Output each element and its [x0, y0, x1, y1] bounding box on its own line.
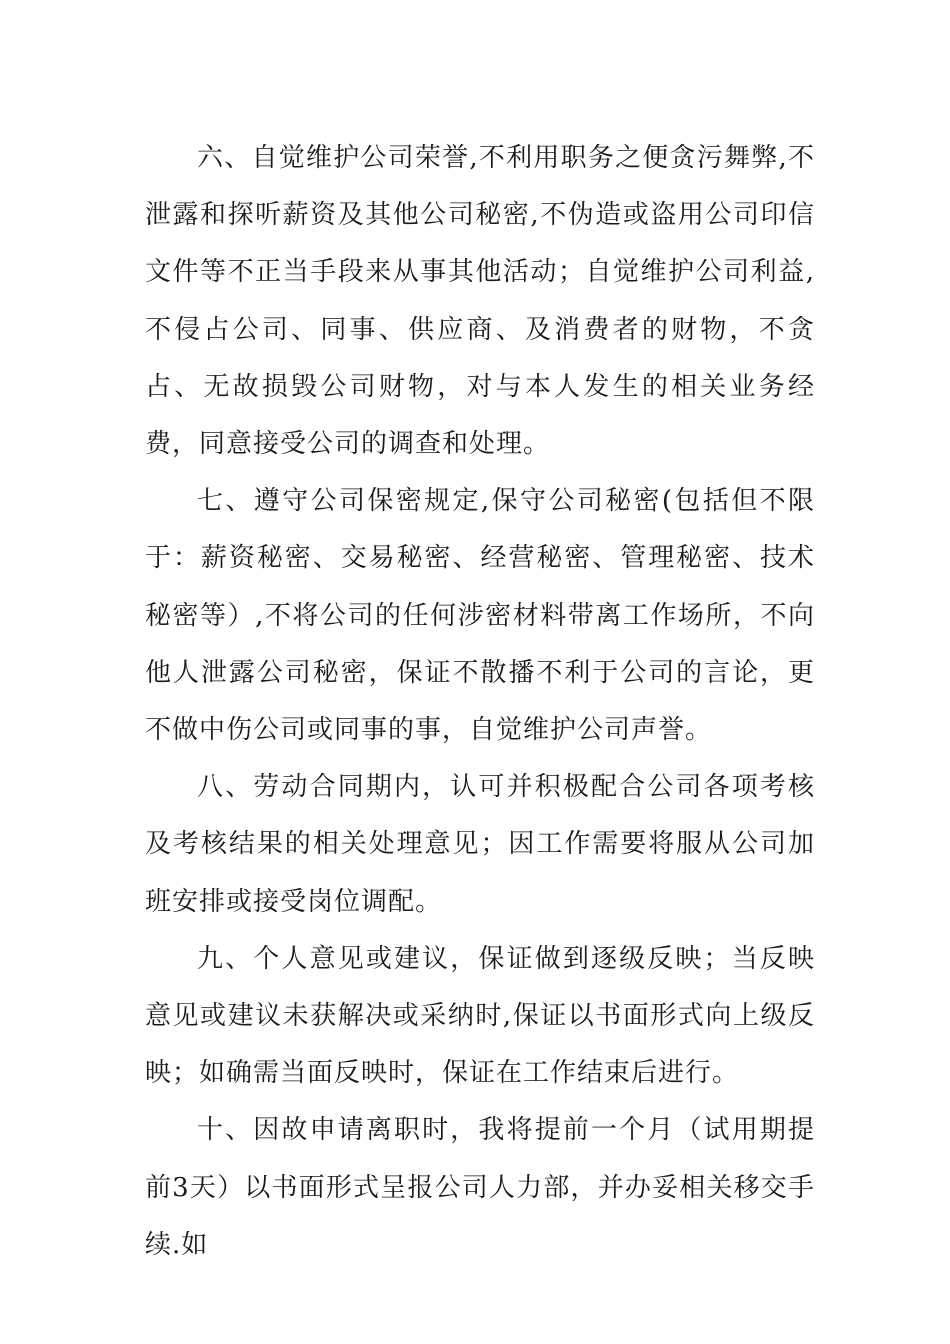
- paragraph-ten: 十、因故申请离职时，我将提前一个月（试用期提前3天）以书面形式呈报公司人力部，并办妥相关移交手续.如: [145, 1115, 815, 1260]
- paragraph-eight: 八、劳动合同期内，认可并积极配合公司各项考核及考核结果的相关处理意见；因工作需要将服从公司加班安排或接受岗位调配。: [145, 772, 815, 917]
- document-body: [145, 130, 815, 1274]
- paragraph-six: 六、自觉维护公司荣誉,不利用职务之便贪污舞弊,不泄露和探听薪资及其他公司秘密,不伪造或盗用公司印信文件等不正当手段来从事其他活动；自觉维护公司利益,不侵占公司、同事、供应商、及消费者的财物，不贪占、无故损毁公司财物，对与本人发生的相关业务经费，同意接受公司的调查和处理。: [145, 143, 815, 460]
- paragraph-seven: 七、遵守公司保密规定,保守公司秘密(包括但不限于：薪资秘密、交易秘密、经营秘密、管理秘密、技术秘密等）,不将公司的任何涉密材料带离工作场所，不向他人泄露公司秘密，保证不散播不利于公司的言论，更不做中伤公司或同事的事，自觉维护公司声誉。: [145, 486, 815, 746]
- paragraph-nine: 九、个人意见或建议，保证做到逐级反映；当反映意见或建议未获解决或采纳时,保证以书面形式向上级反映；如确需当面反映时，保证在工作结束后进行。: [145, 943, 815, 1089]
